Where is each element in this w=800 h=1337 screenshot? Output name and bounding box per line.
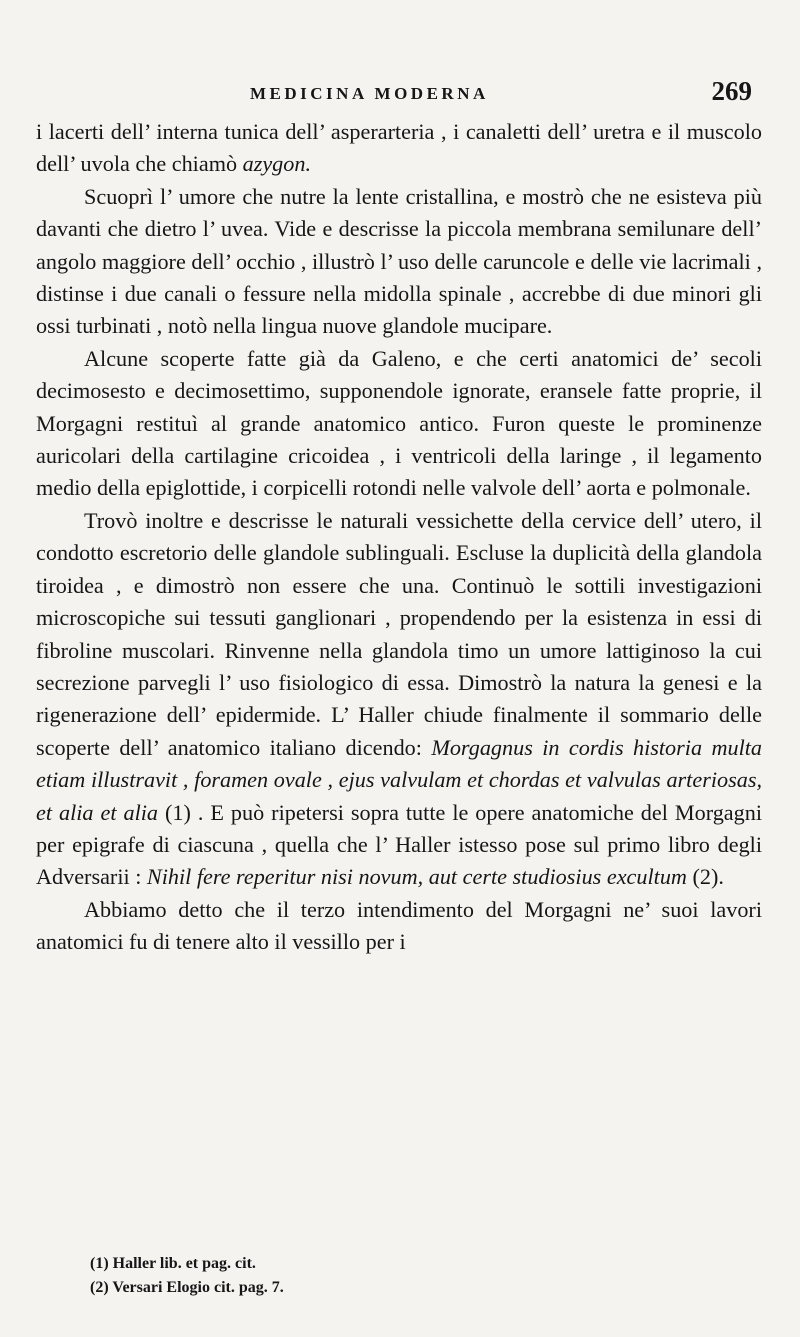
text-run: Trovò inoltre e descrisse le naturali vessichette della cervice dell’ utero, il condotto escretorio delle glandole sublinguali. Escluse la duplicità della glandola tiroidea , e dimostrò non essere che una. Continuò le sottili investigazioni microscopiche sui tessuti ganglionari , propendendo per la esistenza in essi di fibroline muscolari. Rinvenne nella glandola timo un umore lattiginoso la cui secrezione parvegli l’ uso fisiologico di essa. Dimostrò la natura la genesi e la rigenerazione dell’ epidermide. L’ Haller chiude finalmente il sommario delle scoperte dell’ anatomico italiano dicendo: bbox=[36, 507, 762, 760]
italic-text: azygon. bbox=[242, 151, 311, 177]
paragraph-4 bbox=[36, 505, 762, 894]
text-run: Alcune scoperte fatte già da Galeno, e che certi anatomici de’ secoli decimosesto e decimosettimo, supponendole ignorate, eransele fatte proprie, il Morgagni restituì al grande anatomico antico. Furon queste le prominenze auricolari della cartilagine cricoidea , i ventricoli della laringe , il legamento medio della epiglottide, i corpicelli rotondi nelle valvole dell’ aorta e polmonale. bbox=[36, 345, 762, 501]
text-run: Scuoprì l’ umore che nutre la lente cristallina, e mostrò che ne esisteva più davanti che dietro l’ uvea. Vide e descrisse la piccola membrana semilunare dell’ angolo maggiore dell’ occhio , illustrò l’ uso delle caruncole e delle vie lacrimali , distinse i due canali o fessure nella midolla spinale , accrebbe di due minori gli ossi turbinati , notò nella lingua nuove glandole mucipare. bbox=[36, 183, 762, 339]
paragraph-5 bbox=[36, 894, 762, 959]
text-run: (2). bbox=[686, 864, 724, 890]
text-run: (1) . E può ripetersi sopra tutte le opere anatomiche del Morgagni per epigrafe di ciascuna , quella che l’ Haller istesso pose sul primo libro degli Adversarii : bbox=[36, 799, 762, 890]
italic-text: Morgagnus in cordis historia multa etiam illustravit , foramen ovale , ejus valvulam et chordas et valvulas arteriosas, et alia et alia bbox=[36, 734, 762, 825]
text-run: i lacerti dell’ interna tunica dell’ asperarteria , i canaletti dell’ uretra e il muscolo dell’ uvola che chiamò bbox=[36, 119, 762, 177]
paragraph-2 bbox=[36, 181, 762, 343]
paragraph-3 bbox=[36, 343, 762, 505]
running-title: MEDICINA MODERNA bbox=[250, 84, 489, 103]
body-text bbox=[36, 116, 762, 959]
footnotes bbox=[90, 1252, 750, 1300]
page-number: 269 bbox=[711, 76, 752, 106]
footnote-1: (1) Haller lib. et pag. cit. bbox=[90, 1255, 256, 1272]
paragraph-1 bbox=[36, 116, 762, 181]
text-run: Abbiamo detto che il terzo intendimento del Morgagni ne’ suoi lavori anatomici fu di tenere alto il vessillo per i bbox=[36, 896, 762, 955]
italic-text: Nihil fere reperitur nisi novum, aut certe studiosius excultum bbox=[146, 864, 687, 890]
footnote-2: (2) Versari Elogio cit. pag. 7. bbox=[90, 1279, 284, 1296]
page-header bbox=[36, 76, 758, 116]
